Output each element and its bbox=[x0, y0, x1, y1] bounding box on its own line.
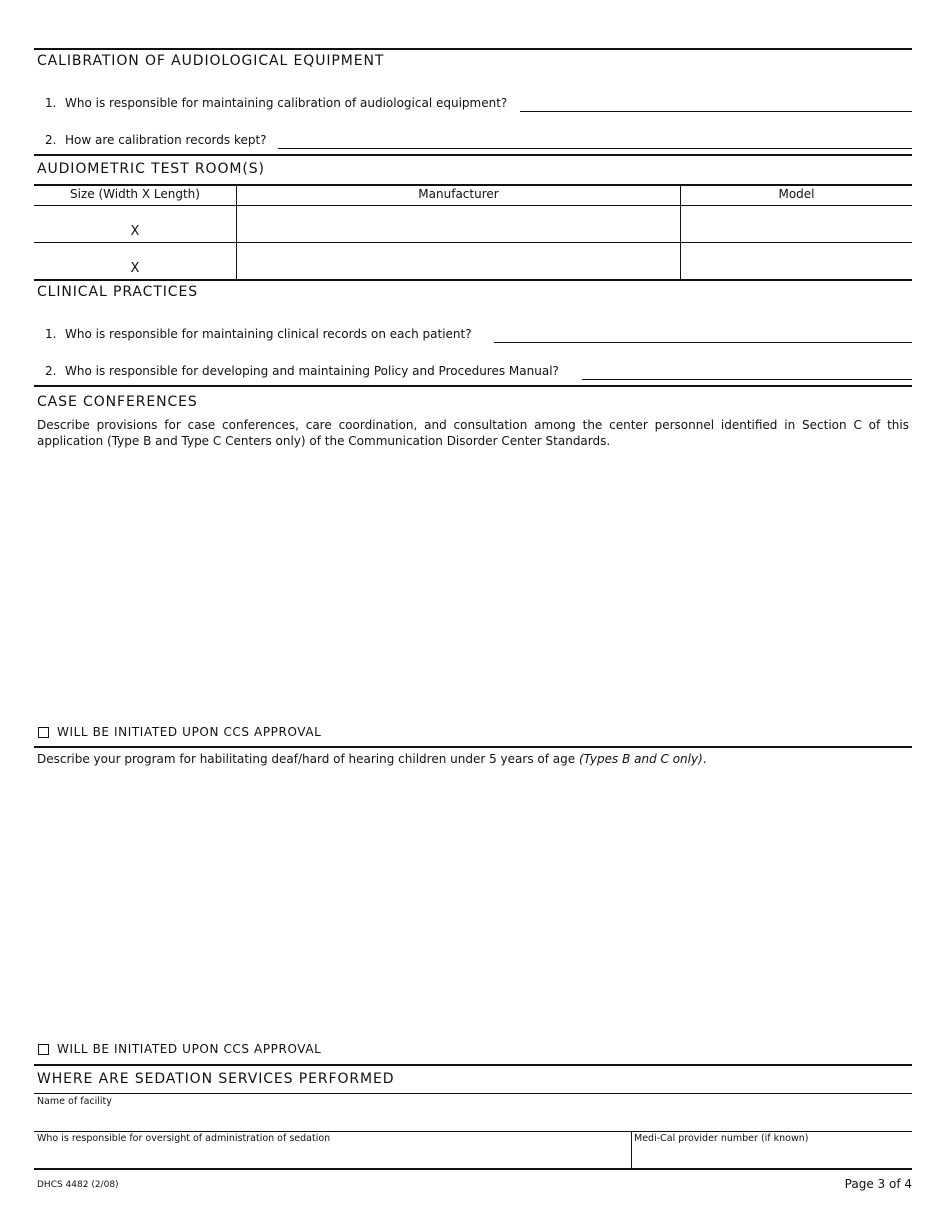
clinical-q1-answer-field[interactable] bbox=[494, 342, 912, 343]
clinical-q2-label: Who is responsible for developing and maintaining Policy and Procedures Manual? bbox=[65, 364, 559, 378]
size-separator-x: X bbox=[130, 261, 140, 276]
case-conferences-checkbox[interactable] bbox=[38, 727, 49, 738]
column-header-model: Model bbox=[778, 187, 815, 201]
clinical-q1-number: 1. bbox=[45, 327, 57, 341]
row1-model-field[interactable] bbox=[681, 206, 912, 242]
sedation-heading: WHERE ARE SEDATION SERVICES PERFORMED bbox=[37, 1071, 395, 1087]
field-divider bbox=[34, 1131, 912, 1132]
calibration-q2-answer-field[interactable] bbox=[278, 148, 912, 149]
calibration-q2-number: 2. bbox=[45, 133, 57, 147]
row2-model-field[interactable] bbox=[681, 243, 912, 279]
row2-manufacturer-field[interactable] bbox=[237, 243, 680, 279]
habilitation-description bbox=[37, 752, 707, 766]
table-bottom-border bbox=[34, 279, 912, 281]
calibration-q1-label: Who is responsible for maintaining calibration of audiological equipment? bbox=[65, 96, 508, 110]
calibration-q1-number: 1. bbox=[45, 96, 57, 110]
provider-number-field[interactable] bbox=[632, 1145, 912, 1167]
habilitation-checkbox[interactable] bbox=[38, 1044, 49, 1055]
row2-size-field[interactable] bbox=[34, 243, 236, 279]
section-divider bbox=[34, 1064, 912, 1066]
clinical-q2-number: 2. bbox=[45, 364, 57, 378]
habilitation-description-emphasis: (Types B and C only) bbox=[578, 752, 703, 766]
case-conferences-response-area[interactable] bbox=[34, 452, 912, 720]
column-header-size: Size (Width X Length) bbox=[70, 187, 200, 201]
facility-name-field[interactable] bbox=[34, 1108, 912, 1130]
size-separator-x: X bbox=[130, 224, 140, 239]
row1-size-field[interactable] bbox=[34, 206, 236, 242]
table-top-border bbox=[34, 184, 912, 186]
test-rooms-heading: AUDIOMETRIC TEST ROOM(S) bbox=[37, 161, 265, 177]
clinical-q2-answer-field[interactable] bbox=[582, 379, 912, 380]
oversight-field-label: Who is responsible for oversight of administration of sedation bbox=[37, 1133, 331, 1144]
facility-field-label: Name of facility bbox=[37, 1096, 112, 1107]
calibration-q1-answer-field[interactable] bbox=[520, 111, 912, 112]
case-conferences-checkbox-label: WILL BE INITIATED UPON CCS APPROVAL bbox=[57, 725, 322, 739]
clinical-heading: CLINICAL PRACTICES bbox=[37, 284, 199, 300]
section-divider bbox=[34, 385, 912, 387]
habilitation-response-area[interactable] bbox=[34, 772, 912, 1037]
section-bottom-border bbox=[34, 1168, 912, 1170]
form-id: DHCS 4482 (2/08) bbox=[37, 1180, 119, 1190]
case-conferences-description: Describe provisions for case conferences, care coordination, and consultation among the center personnel identified in Section C of this application (Type B and Type C Centers only) of the Communication Disorder Center Standards. bbox=[37, 418, 909, 448]
habilitation-description-end: . bbox=[702, 752, 707, 766]
row1-manufacturer-field[interactable] bbox=[237, 206, 680, 242]
column-header-manufacturer: Manufacturer bbox=[418, 187, 499, 201]
calibration-q2-label: How are calibration records kept? bbox=[65, 133, 267, 147]
habilitation-description-text: Describe your program for habilitating deaf/hard of hearing children under 5 years of age bbox=[37, 752, 579, 766]
section-divider bbox=[34, 154, 912, 156]
habilitation-checkbox-label: WILL BE INITIATED UPON CCS APPROVAL bbox=[57, 1042, 322, 1056]
clinical-q1-label: Who is responsible for maintaining clinical records on each patient? bbox=[65, 327, 472, 341]
calibration-heading: CALIBRATION OF AUDIOLOGICAL EQUIPMENT bbox=[37, 53, 385, 69]
oversight-field[interactable] bbox=[34, 1145, 630, 1167]
provider-number-field-label: Medi-Cal provider number (if known) bbox=[634, 1133, 809, 1144]
section-divider bbox=[34, 48, 912, 50]
page-number: Page 3 of 4 bbox=[844, 1177, 912, 1191]
sedation-heading-underline bbox=[34, 1093, 912, 1094]
section-divider bbox=[34, 746, 912, 748]
case-conferences-heading: CASE CONFERENCES bbox=[37, 394, 198, 410]
